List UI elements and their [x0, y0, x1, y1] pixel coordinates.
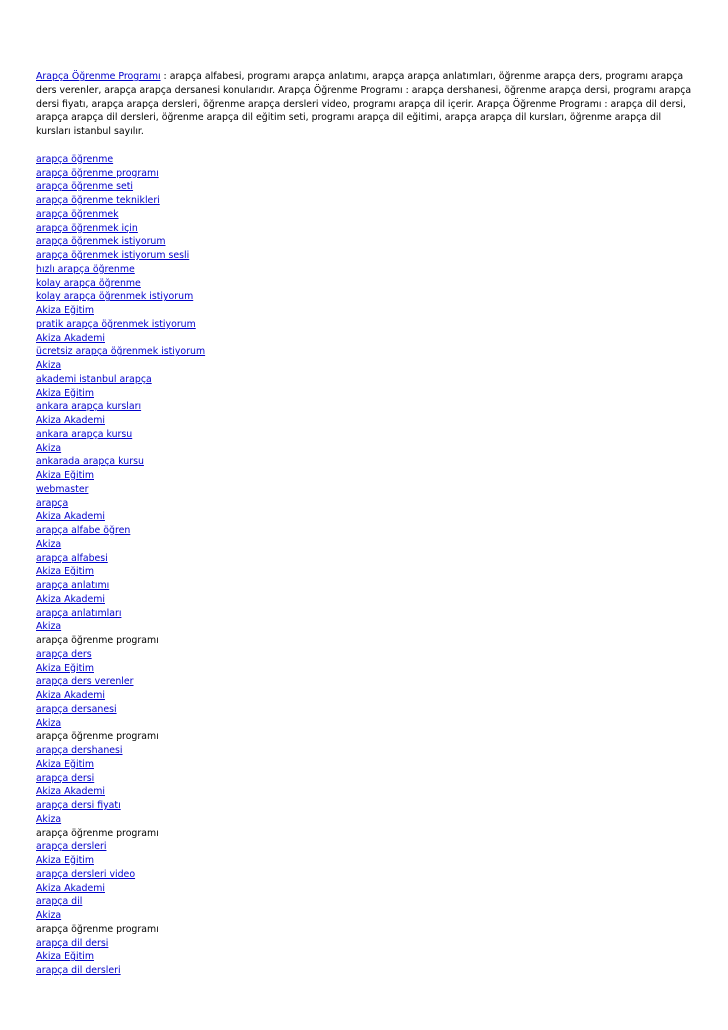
keyword-link[interactable]: arapça öğrenme programı	[36, 167, 159, 179]
keyword-link[interactable]: arapça öğrenmek	[36, 208, 119, 220]
keyword-link[interactable]: arapça ders	[36, 648, 92, 660]
keyword-link[interactable]: Akiza Eğitim	[36, 470, 94, 481]
keyword-link[interactable]: Akiza Akademi	[36, 332, 105, 344]
keyword-link[interactable]: Akiza Eğitim	[36, 566, 94, 578]
keyword-link[interactable]: arapça ders verenler	[36, 676, 134, 688]
keyword-link[interactable]: ücretsiz arapça öğrenmek istiyorum	[36, 346, 206, 358]
keyword-text: arapça öğrenme programı	[36, 827, 159, 839]
keyword-link[interactable]: arapça öğrenme teknikleri	[36, 195, 160, 206]
keyword-link[interactable]: Akiza Akademi	[36, 415, 105, 426]
keyword-link[interactable]: arapça dil dersleri	[36, 965, 121, 976]
keyword-link[interactable]: hızlı arapça öğrenme	[36, 263, 135, 275]
keyword-link[interactable]: arapça dil dersi	[36, 937, 109, 949]
keyword-link[interactable]: arapça öğrenme	[36, 153, 114, 165]
keyword-link[interactable]: ankara arapça kursları	[36, 401, 142, 413]
keyword-link[interactable]: Akiza	[36, 621, 62, 633]
keyword-link[interactable]: arapça öğrenme seti	[36, 181, 134, 193]
keyword-link[interactable]: Akiza	[36, 442, 62, 454]
intro-body-text: : arapça alfabesi, programı arapça anlatımı, arapça arapça anlatımları, öğrenme arapça ders, programı arapça ders verenler, arapça arapça dersanesi konularıdır. Arapça Öğrenme Programı : arapça dershanesi, öğrenme arapça dersi, programı arapça dersi fiyatı, arapça arapça dersleri, öğrenme arapça dersleri video, programı arapça dil içerir. Arapça Öğrenme Programı : arapça dil dersi, arapça arapça dil dersleri, öğrenme arapça dil eğitim seti, programı arapça dil eğitimi, arapça arapça dil kursları, öğrenme arapça dil kursları istanbul sayılır.	[36, 71, 692, 137]
keyword-link[interactable]: arapça alfabe öğren	[36, 525, 131, 536]
keyword-link[interactable]: Akiza	[36, 360, 62, 371]
keyword-link[interactable]: arapça dersi fiyatı	[36, 800, 121, 811]
keyword-link-list	[36, 153, 692, 978]
keyword-text: arapça öğrenme programı	[36, 731, 159, 743]
keyword-link[interactable]: Akiza Eğitim	[36, 951, 94, 963]
keyword-link[interactable]: akademi istanbul arapça	[36, 373, 152, 385]
keyword-link[interactable]: Akiza	[36, 813, 62, 825]
keyword-link[interactable]: Akiza	[36, 717, 62, 729]
document-body	[36, 70, 692, 978]
keyword-link[interactable]: Akiza Akademi	[36, 690, 105, 701]
keyword-link[interactable]: Akiza Eğitim	[36, 662, 94, 674]
keyword-link[interactable]: Akiza Eğitim	[36, 758, 94, 770]
keyword-link[interactable]: arapça anlatımı	[36, 580, 110, 591]
keyword-link[interactable]: Akiza Eğitim	[36, 855, 94, 866]
keyword-link[interactable]: arapça alfabesi	[36, 552, 108, 564]
keyword-text: arapça öğrenme programı	[36, 923, 159, 935]
intro-title-link[interactable]: Arapça Öğrenme Programı	[36, 71, 161, 82]
keyword-link[interactable]: arapça dersleri	[36, 841, 107, 853]
keyword-link[interactable]: arapça öğrenmek için	[36, 222, 138, 234]
keyword-link[interactable]: webmaster	[36, 483, 89, 495]
keyword-link[interactable]: Akiza Akademi	[36, 786, 105, 798]
keyword-link[interactable]: pratik arapça öğrenmek istiyorum	[36, 318, 196, 330]
keyword-link[interactable]: arapça öğrenmek istiyorum sesli	[36, 250, 190, 261]
keyword-link[interactable]: arapça öğrenmek istiyorum	[36, 236, 166, 248]
keyword-link[interactable]: arapça dersanesi	[36, 703, 117, 715]
intro-paragraph	[36, 70, 692, 139]
keyword-link[interactable]: kolay arapça öğrenme	[36, 277, 141, 289]
keyword-link[interactable]: Akiza Akademi	[36, 593, 105, 605]
keyword-link[interactable]: Akiza	[36, 538, 62, 550]
keyword-link[interactable]: Akiza	[36, 910, 62, 921]
keyword-link[interactable]: kolay arapça öğrenmek istiyorum	[36, 291, 194, 303]
keyword-link[interactable]: arapça dersi	[36, 772, 95, 784]
keyword-text: arapça öğrenme programı	[36, 635, 159, 646]
keyword-link[interactable]: Akiza Eğitim	[36, 387, 94, 399]
keyword-link[interactable]: arapça anlatımları	[36, 607, 122, 619]
keyword-link[interactable]: ankarada arapça kursu	[36, 456, 144, 468]
keyword-link[interactable]: Akiza Akademi	[36, 882, 105, 894]
keyword-link[interactable]: arapça dersleri video	[36, 868, 136, 880]
keyword-link[interactable]: ankara arapça kursu	[36, 428, 133, 440]
keyword-link[interactable]: Akiza Akademi	[36, 511, 105, 523]
keyword-link[interactable]: arapça dershanesi	[36, 745, 123, 756]
keyword-link[interactable]: arapça	[36, 497, 69, 509]
keyword-link[interactable]: arapça dil	[36, 896, 83, 908]
keyword-link[interactable]: Akiza Eğitim	[36, 305, 94, 316]
